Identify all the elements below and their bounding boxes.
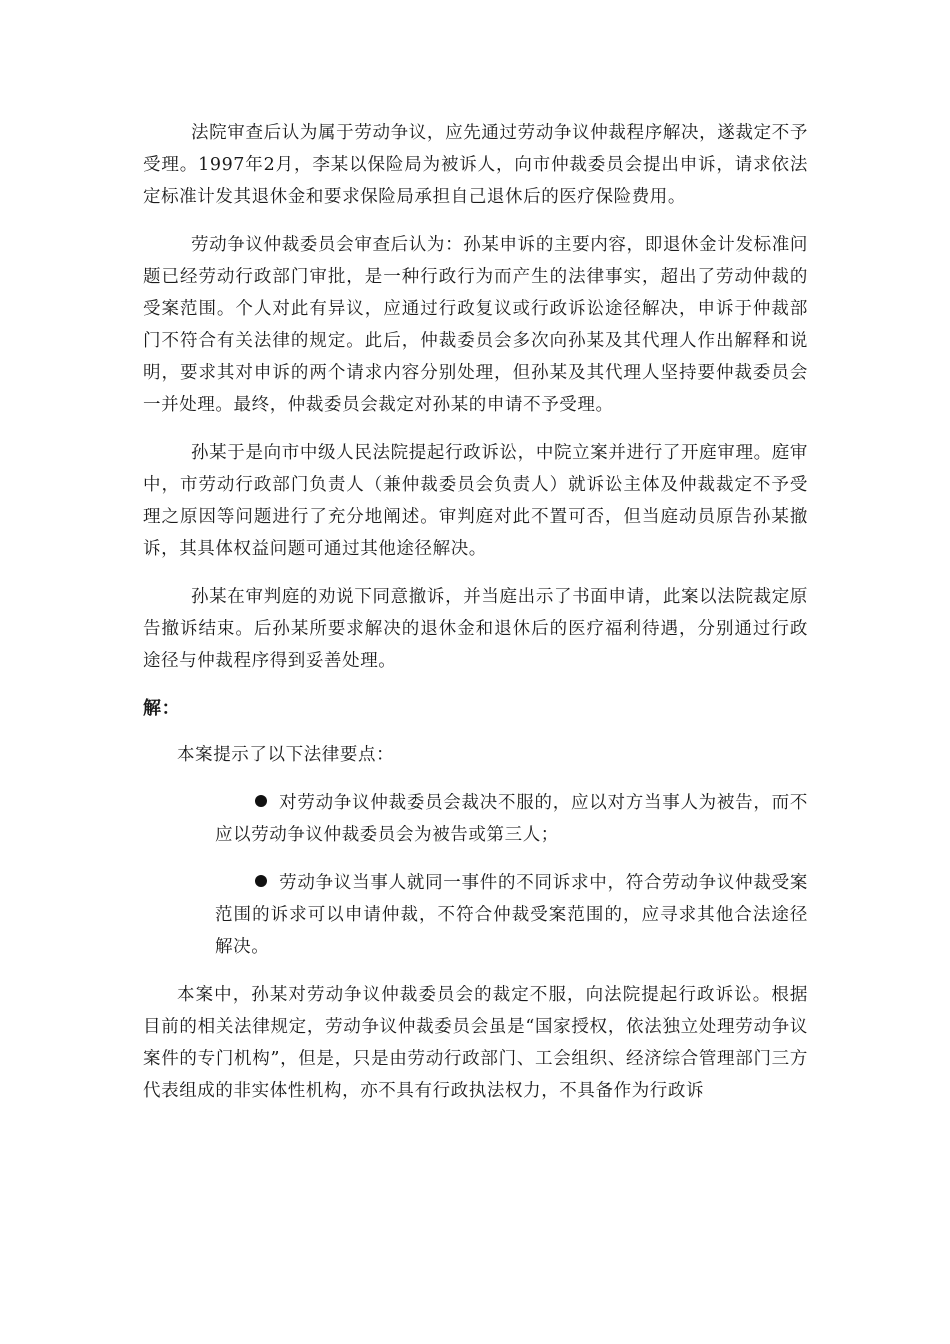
bullet-text-1: 对劳动争议仲裁委员会裁决不服的，应以对方当事人为被告，而不应以劳动争议仲裁委员会为被告或第三人； <box>215 793 808 845</box>
paragraph-3: 孙某于是向市中级人民法院提起行政诉讼，中院立案并进行了开庭审理。庭审中，市劳动行政部门负责人（兼仲裁委员会负责人）就诉讼主体及仲裁裁定不予受理之原因等问题进行了充分地阐述。审判庭对此不置可否，但当庭动员原告孙某撤诉，其具体权益问题可通过其他途径解决。 <box>143 443 808 559</box>
paragraph-1: 法院审查后认为属于劳动争议，应先通过劳动争议仲裁程序解决，遂裁定不予受理。1997年2月，李某以保险局为被诉人，向市仲裁委员会提出申诉，请求依法定标准计发其退休金和要求保险局承担自己退休后的医疗保险费用。 <box>143 123 808 207</box>
bullet-icon <box>255 875 267 887</box>
intro-line: 本案提示了以下法律要点： <box>177 745 395 765</box>
bullet-text-2: 劳动争议当事人就同一事件的不同诉求中，符合劳动争议仲裁受案范围的诉求可以申请仲裁，不符合仲裁受案范围的，应寻求其他合法途径解决。 <box>215 873 808 957</box>
answer-heading: 解： <box>143 698 181 719</box>
bullet-item-2 <box>215 867 808 963</box>
document-page <box>143 117 808 1107</box>
final-paragraph: 本案中，孙某对劳动争议仲裁委员会的裁定不服，向法院提起行政诉讼。根据目前的相关法律规定，劳动争议仲裁委员会虽是“国家授权，依法独立处理劳动争议案件的专门机构”，但是，只是由劳动行政部门、工会组织、经济综合管理部门三方代表组成的非实体性机构，亦不具有行政执法权力，不具备作为行政诉 <box>143 985 808 1101</box>
bullet-icon <box>255 795 267 807</box>
paragraph-2: 劳动争议仲裁委员会审查后认为：孙某申诉的主要内容，即退休金计发标准问题已经劳动行政部门审批，是一种行政行为而产生的法律事实，超出了劳动仲裁的受案范围。个人对此有异议，应通过行政复议或行政诉讼途径解决，申诉于仲裁部门不符合有关法律的规定。此后，仲裁委员会多次向孙某及其代理人作出解释和说明，要求其对申诉的两个请求内容分别处理，但孙某及其代理人坚持要仲裁委员会一并处理。最终，仲裁委员会裁定对孙某的申请不予受理。 <box>143 235 808 415</box>
bullet-item-1 <box>215 787 808 851</box>
paragraph-4: 孙某在审判庭的劝说下同意撤诉，并当庭出示了书面申请，此案以法院裁定原告撤诉结束。后孙某所要求解决的退休金和退休后的医疗福利待遇，分别通过行政途径与仲裁程序得到妥善处理。 <box>143 587 808 671</box>
